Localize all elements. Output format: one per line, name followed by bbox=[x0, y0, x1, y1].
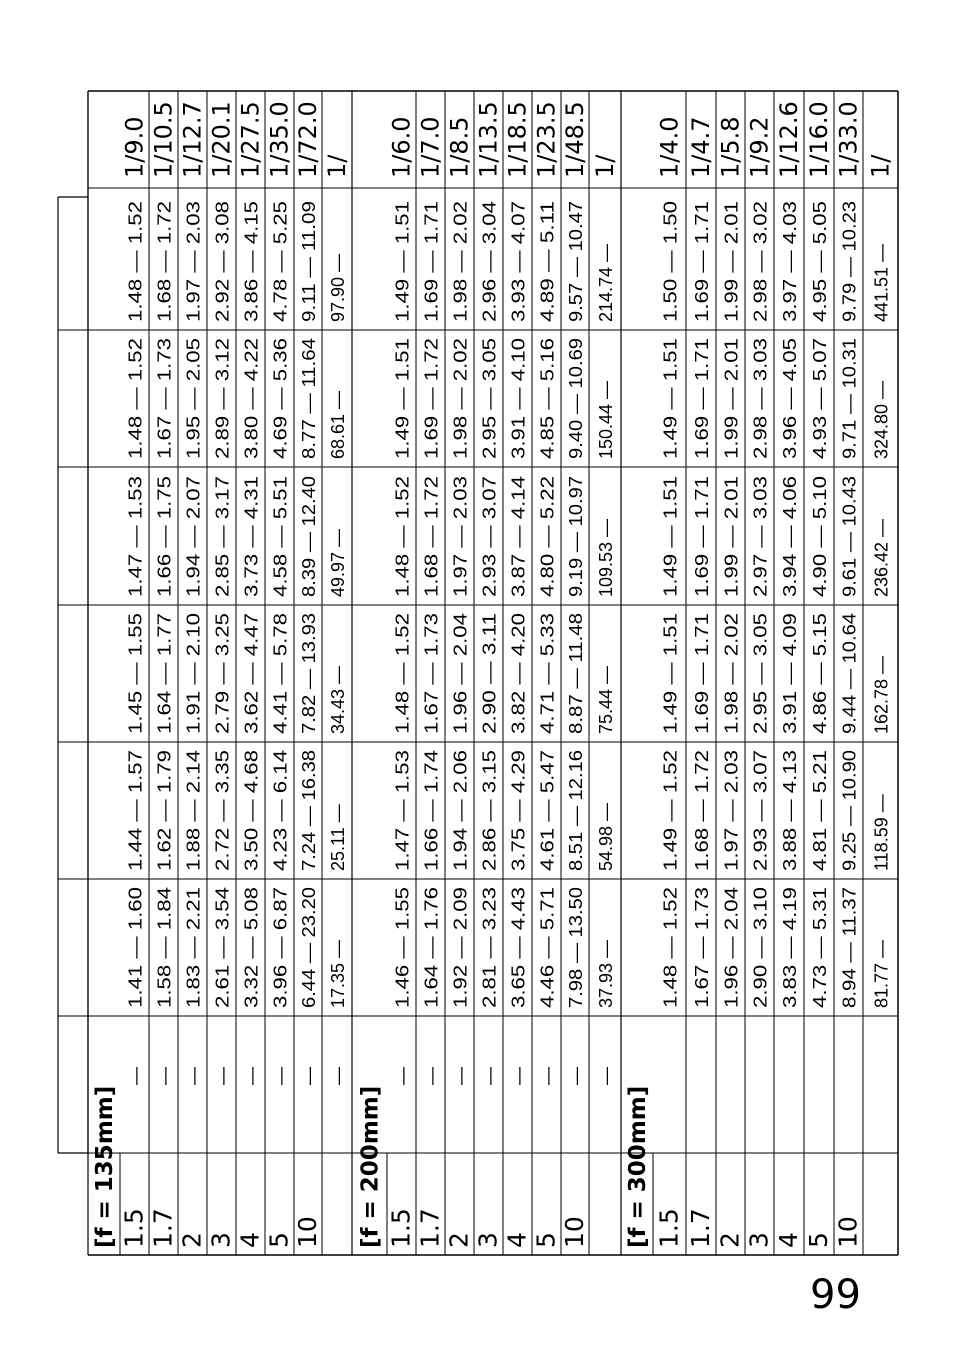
ratio-cell: 1/9.0 bbox=[120, 116, 149, 178]
range-cell: 3.75 — 4.29 bbox=[508, 772, 529, 871]
row-label: 4 bbox=[235, 1232, 265, 1248]
range-cell: 8.77 — 11.64 bbox=[299, 352, 319, 459]
range-cell: 3.80 — 4.22 bbox=[241, 360, 262, 459]
range-cell: 1.66 — 1.74 bbox=[421, 772, 442, 871]
range-cell: 2.81 — 3.23 bbox=[479, 909, 500, 1008]
range-cell: 1.67 — 1.73 bbox=[692, 909, 712, 1008]
section-3 bbox=[621, 91, 898, 1255]
range-cell: 1.68 — 1.72 bbox=[154, 223, 175, 322]
range-cell: 1.50 — 1.50 bbox=[660, 223, 681, 322]
row-label: 2 bbox=[177, 1232, 207, 1248]
range-cell: 1.91 — 2.10 bbox=[183, 635, 204, 734]
row-label: 4 bbox=[502, 1232, 532, 1248]
range-cell: 6.44 — 23.20 bbox=[299, 899, 319, 1008]
range-cell: 1.64 — 1.76 bbox=[421, 909, 442, 1008]
section-1 bbox=[88, 91, 352, 1255]
row-label: 1.5 bbox=[119, 1208, 149, 1248]
range-cell: 1.49 — 1.51 bbox=[660, 360, 681, 459]
section-title: [f = 135mm] bbox=[92, 1085, 118, 1248]
row-dash: — bbox=[125, 1067, 146, 1085]
range-cell: 1.41 — 1.60 bbox=[125, 909, 146, 1008]
ratio-cell: 1/72.0 bbox=[294, 101, 322, 178]
row-label: 3 bbox=[473, 1232, 503, 1248]
range-cell: 1.45 — 1.55 bbox=[125, 635, 146, 734]
range-cell: 9.61 — 10.43 bbox=[839, 488, 860, 597]
row-dash: — bbox=[328, 1067, 348, 1085]
row-label: 4 bbox=[774, 1232, 803, 1248]
range-cell: 1.83 — 2.21 bbox=[183, 909, 204, 1008]
row-dash: — bbox=[392, 1067, 413, 1085]
ratio-cell: 1/9.2 bbox=[745, 116, 774, 178]
range-cell: 162.78 — bbox=[871, 655, 892, 734]
ratio-cell: 1/ bbox=[866, 154, 895, 178]
range-cell: 1.69 — 1.71 bbox=[421, 223, 442, 322]
row-dash: — bbox=[450, 1067, 471, 1085]
range-cell: 2.92 — 3.08 bbox=[212, 223, 233, 322]
range-cell: 9.71 — 10.31 bbox=[839, 350, 860, 459]
range-cell: 1.99 — 2.01 bbox=[721, 223, 742, 322]
range-cell: 3.96 — 4.05 bbox=[780, 360, 800, 459]
range-cell: 109.53 — bbox=[596, 518, 616, 597]
range-cell: 7.98 — 13.50 bbox=[566, 899, 586, 1008]
range-cell: 1.67 — 1.73 bbox=[421, 635, 442, 734]
range-cell: 2.85 — 3.17 bbox=[212, 498, 233, 597]
range-cell: 1.49 — 1.51 bbox=[392, 360, 413, 459]
range-cell: 37.93 — bbox=[596, 939, 616, 1008]
range-cell: 1.98 — 2.02 bbox=[450, 223, 471, 322]
range-cell: 1.49 — 1.51 bbox=[660, 498, 681, 597]
ratio-cell: 1/12.6 bbox=[775, 101, 803, 178]
range-cell: 1.64 — 1.77 bbox=[154, 635, 175, 734]
range-cell: 4.89 — 5.11 bbox=[537, 225, 558, 322]
row-label: 10 bbox=[293, 1216, 322, 1248]
section-title: [f = 300mm] bbox=[625, 1085, 651, 1248]
ratio-cell: 1/23.5 bbox=[532, 101, 561, 178]
range-cell: 236.42 — bbox=[871, 518, 892, 597]
range-cell: 3.93 — 4.07 bbox=[508, 223, 529, 322]
range-cell: 1.47 — 1.53 bbox=[392, 772, 413, 871]
range-cell: 4.93 — 5.07 bbox=[810, 360, 830, 459]
range-cell: 3.83 — 4.19 bbox=[780, 909, 800, 1008]
range-cell: 3.88 — 4.13 bbox=[780, 772, 800, 871]
range-cell: 2.89 — 3.12 bbox=[212, 360, 233, 459]
range-cell: 2.93 — 3.07 bbox=[479, 498, 500, 597]
range-cell: 1.66 — 1.75 bbox=[154, 498, 175, 597]
range-cell: 2.96 — 3.04 bbox=[479, 223, 500, 322]
range-cell: 4.73 — 5.31 bbox=[810, 909, 830, 1008]
range-cell: 1.94 — 2.06 bbox=[450, 772, 471, 871]
range-cell: 25.11 — bbox=[328, 804, 348, 871]
row-label: 5 bbox=[804, 1232, 833, 1248]
range-cell: 1.92 — 2.09 bbox=[450, 909, 471, 1008]
range-cell: 1.99 — 2.01 bbox=[721, 498, 742, 597]
row-dash: — bbox=[508, 1067, 529, 1085]
ratio-cell: 1/33.0 bbox=[834, 101, 863, 178]
row-dash: — bbox=[154, 1067, 175, 1085]
range-cell: 1.58 — 1.84 bbox=[154, 909, 175, 1008]
range-cell: 1.94 — 2.07 bbox=[183, 498, 204, 597]
range-cell: 3.73 — 4.31 bbox=[241, 498, 262, 597]
range-cell: 3.87 — 4.14 bbox=[508, 498, 529, 597]
range-cell: 4.69 — 5.36 bbox=[270, 360, 291, 459]
range-cell: 75.44 — bbox=[596, 665, 616, 734]
range-cell: 1.69 — 1.72 bbox=[421, 360, 442, 459]
range-cell: 1.49 — 1.51 bbox=[392, 223, 413, 322]
row-dash: — bbox=[183, 1067, 204, 1085]
range-cell: 4.58 — 5.51 bbox=[270, 498, 291, 597]
row-label: 5 bbox=[264, 1232, 294, 1248]
range-cell: 1.46 — 1.55 bbox=[392, 909, 413, 1008]
range-cell: 97.90 — bbox=[328, 253, 348, 322]
ratio-cell: 1/18.5 bbox=[503, 101, 532, 178]
range-cell: 1.98 — 2.02 bbox=[721, 635, 742, 734]
page-number-text: 99 bbox=[810, 1272, 861, 1318]
range-cell: 68.61 — bbox=[328, 390, 348, 459]
range-cell: 1.49 — 1.52 bbox=[660, 772, 681, 871]
section-2 bbox=[352, 91, 621, 1255]
range-cell: 3.82 — 4.20 bbox=[508, 635, 529, 734]
ratio-cell: 1/4.0 bbox=[655, 116, 684, 178]
range-cell: 1.88 — 2.14 bbox=[183, 772, 204, 871]
range-cell: 54.98 — bbox=[596, 802, 616, 871]
range-cell: 9.11 — 11.09 bbox=[299, 216, 319, 322]
range-cell: 2.90 — 3.10 bbox=[750, 909, 771, 1008]
range-cell: 1.44 — 1.57 bbox=[125, 772, 146, 871]
ratio-cell: 1/8.5 bbox=[445, 116, 474, 178]
row-dash: — bbox=[421, 1067, 442, 1085]
range-cell: 1.69 — 1.71 bbox=[692, 635, 712, 734]
row-label: 10 bbox=[560, 1216, 589, 1248]
row-dash: — bbox=[212, 1067, 233, 1085]
range-cell: 1.68 — 1.72 bbox=[692, 772, 712, 871]
range-cell: 2.95 — 3.05 bbox=[479, 360, 500, 459]
range-cell: 1.96 — 2.04 bbox=[450, 635, 471, 734]
range-cell: 1.48 — 1.52 bbox=[125, 360, 146, 459]
range-cell: 4.78 — 5.25 bbox=[270, 223, 291, 322]
range-cell: 3.50 — 4.68 bbox=[241, 772, 262, 871]
ratio-cell: 1/35.0 bbox=[265, 101, 294, 178]
range-cell: 1.98 — 2.02 bbox=[450, 360, 471, 459]
range-cell: 2.95 — 3.05 bbox=[750, 635, 771, 734]
range-cell: 3.91 — 4.10 bbox=[508, 360, 529, 459]
range-cell: 2.79 — 3.25 bbox=[212, 635, 233, 734]
range-cell: 4.80 — 5.22 bbox=[537, 498, 558, 597]
range-cell: 8.87 — 11.48 bbox=[566, 627, 586, 734]
row-dash: — bbox=[241, 1067, 262, 1085]
range-cell: 9.79 — 10.23 bbox=[839, 213, 860, 322]
range-cell: 1.62 — 1.79 bbox=[154, 772, 175, 871]
row-label: 1.5 bbox=[654, 1208, 684, 1248]
row-dash: — bbox=[270, 1067, 291, 1085]
range-cell: 49.97 — bbox=[328, 528, 348, 597]
range-cell: 2.61 — 3.54 bbox=[212, 909, 233, 1008]
range-cell: 1.97 — 2.03 bbox=[721, 772, 742, 871]
row-label: 1.7 bbox=[148, 1208, 178, 1248]
range-cell: 9.40 — 10.69 bbox=[566, 350, 586, 459]
range-cell: 441.51 — bbox=[871, 243, 892, 322]
range-cell: 3.96 — 6.87 bbox=[270, 909, 291, 1008]
range-cell: 2.98 — 3.03 bbox=[750, 360, 771, 459]
page-number bbox=[810, 1272, 880, 1322]
row-label: 3 bbox=[206, 1232, 236, 1248]
range-cell: 118.59 — bbox=[871, 794, 892, 871]
range-cell: 1.69 — 1.71 bbox=[692, 223, 712, 322]
range-cell: 3.62 — 4.47 bbox=[241, 635, 262, 734]
range-cell: 1.99 — 2.01 bbox=[721, 360, 742, 459]
row-label: 2 bbox=[715, 1232, 745, 1248]
range-cell: 4.46 — 5.71 bbox=[537, 909, 558, 1008]
range-cell: 1.48 — 1.52 bbox=[660, 909, 681, 1008]
ratio-cell: 1/10.5 bbox=[149, 101, 178, 178]
ratio-cell: 1/16.0 bbox=[805, 101, 833, 178]
range-cell: 1.97 — 2.03 bbox=[183, 223, 204, 322]
ratio-cell: 1/13.5 bbox=[474, 101, 503, 178]
ratio-cell: 1/ bbox=[591, 154, 619, 178]
range-cell: 1.47 — 1.53 bbox=[125, 498, 146, 597]
range-cell: 150.44 — bbox=[596, 380, 616, 459]
section-title: [f = 200mm] bbox=[357, 1085, 384, 1248]
range-cell: 2.93 — 3.07 bbox=[750, 772, 771, 871]
range-cell: 214.74 — bbox=[596, 243, 616, 322]
range-cell: 3.94 — 4.06 bbox=[780, 498, 800, 597]
range-cell: 4.95 — 5.05 bbox=[810, 223, 830, 322]
row-dash: — bbox=[537, 1067, 558, 1085]
range-cell: 17.35 — bbox=[328, 939, 348, 1008]
row-dash: — bbox=[299, 1067, 319, 1085]
range-cell: 7.82 — 13.93 bbox=[299, 625, 319, 734]
range-cell: 4.61 — 5.47 bbox=[537, 772, 558, 871]
range-cell: 81.77 — bbox=[871, 939, 892, 1008]
range-cell: 4.71 — 5.33 bbox=[537, 635, 558, 734]
ratio-cell: 1/27.5 bbox=[236, 101, 265, 178]
range-cell: 1.49 — 1.51 bbox=[660, 635, 681, 734]
range-cell: 4.86 — 5.15 bbox=[810, 635, 830, 734]
range-cell: 2.90 — 3.11 bbox=[479, 637, 500, 734]
range-cell: 9.44 — 10.64 bbox=[839, 625, 860, 734]
range-cell: 4.90 — 5.10 bbox=[810, 498, 830, 597]
range-cell: 2.86 — 3.15 bbox=[479, 772, 500, 871]
range-cell: 1.69 — 1.71 bbox=[692, 498, 712, 597]
range-cell: 4.85 — 5.16 bbox=[537, 360, 558, 459]
range-cell: 9.25 — 10.90 bbox=[839, 762, 860, 871]
ratio-cell: 1/ bbox=[323, 154, 351, 178]
range-cell: 3.65 — 4.43 bbox=[508, 909, 529, 1008]
range-cell: 1.48 — 1.52 bbox=[392, 498, 413, 597]
range-cell: 3.86 — 4.15 bbox=[241, 223, 262, 322]
row-label: 1.7 bbox=[686, 1208, 715, 1248]
row-label: 2 bbox=[444, 1232, 474, 1248]
range-cell: 3.97 — 4.03 bbox=[780, 223, 800, 322]
range-cell: 7.24 — 16.38 bbox=[299, 762, 319, 871]
ratio-cell: 1/6.0 bbox=[387, 116, 416, 178]
range-cell: 1.69 — 1.71 bbox=[692, 360, 712, 459]
range-cell: 2.97 — 3.03 bbox=[750, 498, 771, 597]
row-dash: — bbox=[596, 1067, 616, 1085]
range-cell: 2.98 — 3.02 bbox=[750, 223, 771, 322]
range-cell: 3.91 — 4.09 bbox=[780, 635, 800, 734]
range-cell: 4.41 — 5.78 bbox=[270, 635, 291, 734]
range-cell: 1.97 — 2.03 bbox=[450, 498, 471, 597]
range-cell: 8.51 — 12.16 bbox=[566, 762, 586, 871]
ratio-cell: 1/20.1 bbox=[207, 101, 236, 178]
range-cell: 4.81 — 5.21 bbox=[810, 772, 830, 871]
range-cell: 4.23 — 6.14 bbox=[270, 772, 291, 871]
ratio-cell: 1/12.7 bbox=[178, 101, 207, 178]
ratio-cell: 1/7.0 bbox=[416, 116, 445, 178]
range-cell: 1.67 — 1.73 bbox=[154, 360, 175, 459]
range-cell: 8.39 — 12.40 bbox=[299, 488, 319, 597]
row-dash: — bbox=[479, 1067, 500, 1085]
range-cell: 9.19 — 10.97 bbox=[566, 488, 586, 597]
range-cell: 3.32 — 5.08 bbox=[241, 909, 262, 1008]
range-cell: 1.48 — 1.52 bbox=[125, 223, 146, 322]
range-cell: 324.80 — bbox=[871, 380, 892, 459]
range-cell: 1.96 — 2.04 bbox=[721, 909, 742, 1008]
row-label: 1.5 bbox=[386, 1208, 416, 1248]
range-cell: 1.48 — 1.52 bbox=[392, 635, 413, 734]
row-label: 5 bbox=[531, 1232, 561, 1248]
range-cell: 1.95 — 2.05 bbox=[183, 360, 204, 459]
row-label: 1.7 bbox=[415, 1208, 445, 1248]
range-cell: 34.43 — bbox=[328, 665, 348, 734]
row-label: 10 bbox=[833, 1216, 863, 1248]
ratio-cell: 1/4.7 bbox=[687, 116, 715, 178]
ratio-cell: 1/48.5 bbox=[561, 101, 589, 178]
range-cell: 8.94 — 11.37 bbox=[839, 901, 860, 1008]
range-cell: 9.57 — 10.47 bbox=[566, 213, 586, 322]
range-cell: 1.68 — 1.72 bbox=[421, 498, 442, 597]
range-cell: 2.72 — 3.35 bbox=[212, 772, 233, 871]
row-label: 3 bbox=[744, 1232, 774, 1248]
row-dash: — bbox=[566, 1067, 586, 1085]
ratio-cell: 1/5.8 bbox=[716, 116, 745, 178]
